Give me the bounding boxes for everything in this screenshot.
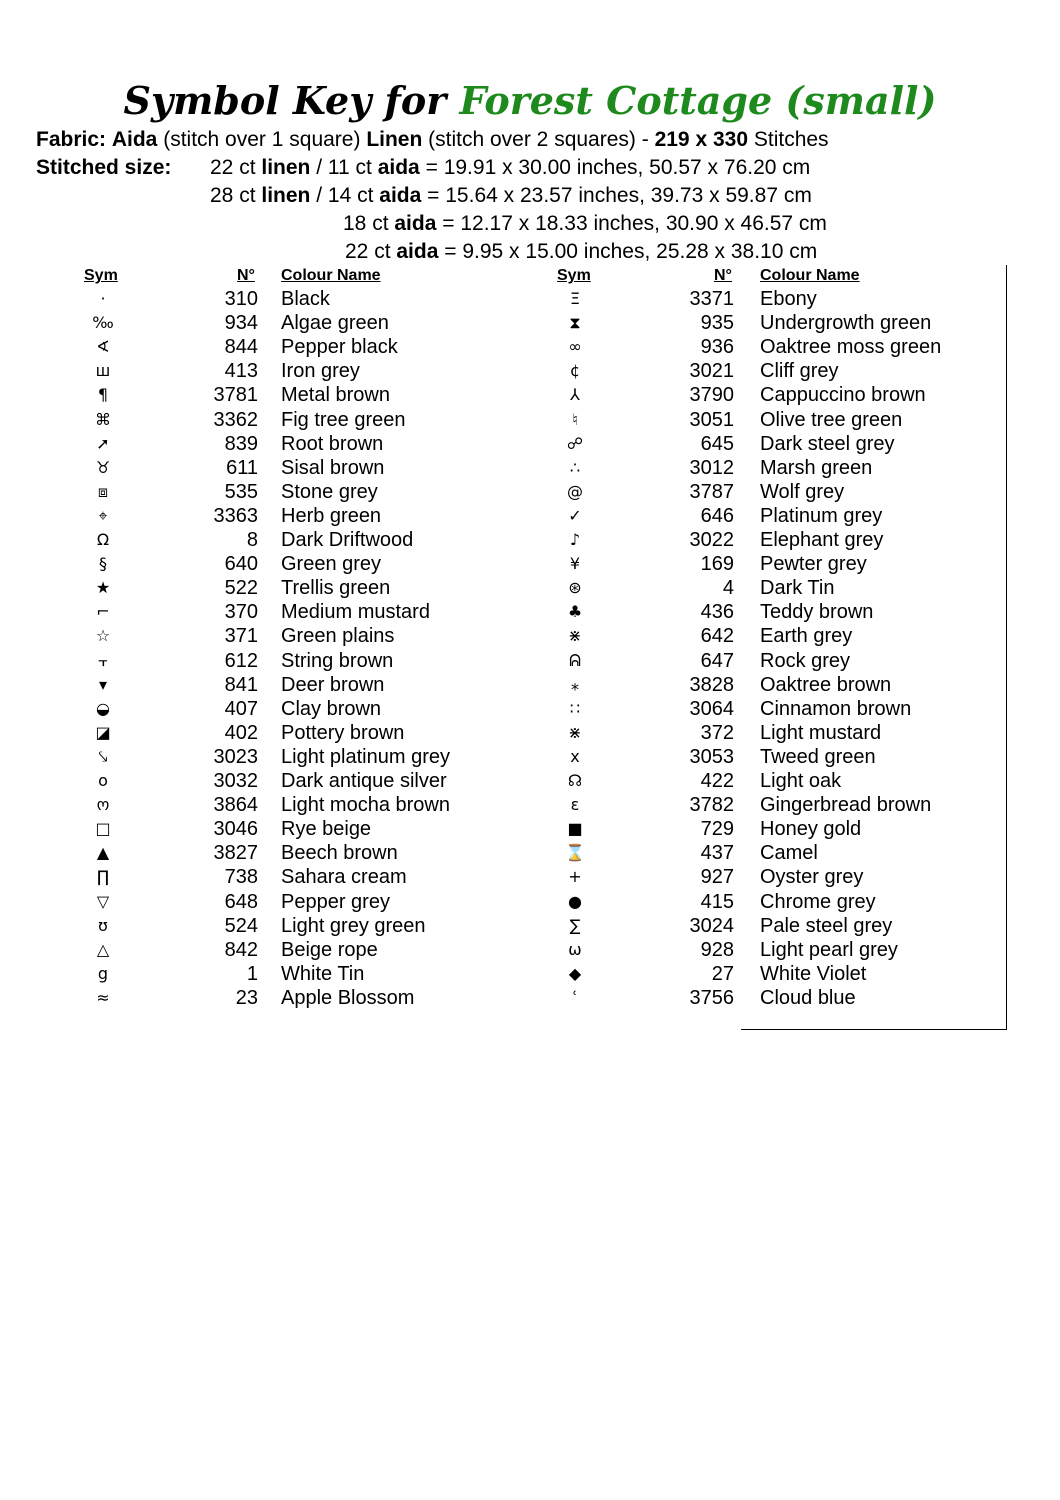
- size-line-1-linen: linen: [261, 156, 311, 179]
- floss-number: 642: [700, 625, 734, 648]
- floss-number: 3012: [689, 456, 734, 479]
- header-name-left: Colour Name: [281, 267, 381, 284]
- colour-name: White Tin: [281, 962, 365, 985]
- fabric-aida: Aida: [111, 128, 158, 151]
- colour-name: Herb green: [281, 504, 382, 527]
- colour-name: Algae green: [281, 312, 389, 335]
- symbol-icon: ¢: [569, 361, 581, 381]
- floss-number: 645: [700, 432, 734, 455]
- size-line-1-post: = 19.91 x 30.00 inches, 50.57 x 76.20 cm: [425, 156, 811, 179]
- floss-number: 738: [224, 866, 258, 889]
- symbol-icon: ⊛: [568, 578, 582, 598]
- colour-name: Pepper grey: [281, 890, 390, 913]
- symbol-icon: ♉: [95, 457, 111, 477]
- colour-name: Dark Tin: [760, 577, 835, 600]
- symbol-icon: +: [568, 867, 582, 887]
- fabric-linen: Linen: [366, 128, 423, 151]
- colour-name: Cappuccino brown: [760, 384, 926, 407]
- size-line-3-post: = 12.17 x 18.33 inches, 30.90 x 46.57 cm: [442, 212, 827, 235]
- floss-number: 407: [224, 697, 258, 720]
- colour-name: Light mocha brown: [281, 794, 450, 817]
- symbol-icon: ¥: [569, 554, 581, 574]
- header-sym-right: Sym: [557, 267, 591, 284]
- colour-name: Rock grey: [760, 649, 851, 672]
- colour-name: Ebony: [760, 288, 817, 310]
- pattern-name: Forest Cottage (small): [459, 78, 937, 123]
- floss-number: 4: [722, 577, 734, 600]
- floss-number: 3864: [213, 794, 258, 817]
- floss-number: 640: [224, 553, 258, 576]
- colour-name: Fig tree green: [281, 408, 406, 431]
- symbol-icon: ⌐: [96, 602, 110, 622]
- size-line-4-pre: 22 ct: [345, 240, 391, 263]
- header-name-right: Colour Name: [760, 267, 860, 284]
- colour-name: Rye beige: [281, 818, 372, 841]
- fabric-line: [36, 126, 829, 154]
- size-line-2-mid: / 14 ct: [316, 184, 374, 207]
- symbol-icon: ☊: [567, 771, 583, 790]
- floss-number: 3362: [213, 408, 258, 431]
- symbol-icon: ◒: [96, 698, 110, 718]
- colour-name: Beige rope: [281, 938, 378, 961]
- floss-number: 27: [711, 962, 734, 985]
- symbol-icon: ◆: [568, 963, 582, 983]
- colour-name: Cinnamon brown: [760, 697, 912, 720]
- floss-number: 3782: [689, 794, 734, 817]
- symbol-icon: ♮: [572, 409, 578, 429]
- colour-name: Chrome grey: [760, 890, 876, 913]
- size-line-4: [345, 238, 817, 266]
- colour-name: Teddy brown: [760, 601, 874, 624]
- header-num-left: N°: [237, 267, 255, 284]
- symbol-icon: ‰: [92, 313, 114, 333]
- floss-number: 935: [700, 312, 734, 335]
- floss-number: 3790: [689, 384, 734, 407]
- symbol-icon: ᕱ: [569, 650, 581, 670]
- colour-name: Earth grey: [760, 625, 853, 648]
- floss-number: 648: [224, 890, 258, 913]
- size-line-3-aida: aida: [394, 212, 437, 235]
- symbol-icon: ♪: [569, 530, 581, 549]
- floss-number: 646: [700, 504, 734, 527]
- symbol-icon: □: [95, 819, 111, 839]
- colour-name: Deer brown: [281, 673, 385, 696]
- floss-number: 310: [224, 288, 258, 310]
- floss-number: 839: [224, 432, 258, 455]
- symbol-icon: ⌖: [98, 505, 108, 525]
- symbol-icon: §: [99, 554, 107, 574]
- floss-number: 372: [700, 721, 734, 744]
- symbol-icon: Ξ: [569, 289, 581, 308]
- symbol-icon: ▲: [96, 843, 110, 863]
- colour-name: Root brown: [281, 432, 384, 455]
- floss-number: 3051: [689, 408, 734, 431]
- symbol-icon: ∴: [569, 457, 581, 477]
- colour-name: Platinum grey: [760, 504, 883, 527]
- symbol-icon: ★: [95, 578, 111, 598]
- stitched-size-label: Stitched size:: [36, 156, 172, 179]
- table-right-border: [1006, 265, 1007, 1030]
- floss-number: 169: [700, 553, 734, 576]
- floss-number: 3781: [213, 384, 258, 407]
- symbol-icon: Ω: [96, 530, 110, 549]
- symbol-icon: o: [98, 771, 108, 790]
- floss-number: 3756: [689, 986, 734, 1009]
- floss-number: 371: [224, 625, 258, 648]
- size-line-3: [343, 210, 827, 238]
- floss-number: 612: [224, 649, 258, 672]
- symbol-icon: ¶: [97, 385, 109, 405]
- colour-name: Pale steel grey: [760, 914, 893, 937]
- symbol-icon: ☍: [566, 433, 584, 453]
- colour-name: White Violet: [760, 962, 867, 985]
- symbol-icon: ⋇: [568, 626, 582, 646]
- floss-number: 3024: [689, 914, 734, 937]
- colour-name: Light oak: [760, 770, 842, 792]
- symbol-icon: ∑: [569, 915, 581, 935]
- colour-name: Cliff grey: [760, 360, 839, 383]
- floss-number: 3022: [689, 529, 734, 551]
- floss-number: 8: [246, 529, 258, 551]
- symbol-icon: ш: [95, 361, 111, 381]
- colour-name: Stone grey: [281, 480, 378, 503]
- fabric-label: Fabric:: [36, 128, 107, 151]
- colour-name: Tweed green: [760, 745, 876, 768]
- size-line-4-aida: aida: [396, 240, 439, 263]
- floss-number: 23: [235, 986, 258, 1009]
- page-title: [0, 78, 1060, 124]
- floss-number: 413: [224, 360, 258, 383]
- colour-name: Wolf grey: [760, 480, 845, 503]
- floss-number: 928: [700, 938, 734, 961]
- colour-name: Metal brown: [281, 384, 390, 407]
- colour-name: Black: [281, 288, 330, 310]
- floss-number: 3787: [689, 480, 734, 503]
- stitch-count: 219 x 330: [654, 128, 749, 151]
- symbol-icon: ≈: [96, 987, 110, 1007]
- colour-name: Dark Driftwood: [281, 529, 414, 551]
- floss-number: 535: [224, 480, 258, 503]
- colour-name: Green grey: [281, 553, 382, 576]
- colour-name: Light pearl grey: [760, 938, 898, 961]
- symbol-icon: ■: [567, 819, 583, 839]
- colour-name: Sisal brown: [281, 456, 385, 479]
- floss-number: 370: [224, 601, 258, 624]
- floss-number: 3032: [213, 770, 258, 792]
- symbol-icon: ◪: [95, 722, 111, 742]
- symbol-icon: ʊ: [98, 915, 108, 935]
- floss-number: 524: [224, 914, 258, 937]
- symbol-icon: ✓: [568, 505, 582, 525]
- title-prefix: Symbol Key for: [123, 78, 447, 123]
- floss-number: 3023: [213, 745, 258, 768]
- floss-number: 522: [224, 577, 258, 600]
- symbol-icon: ⧗: [569, 313, 581, 333]
- colour-name: Clay brown: [281, 697, 382, 720]
- colour-name: Olive tree green: [760, 408, 903, 431]
- colour-name: Gingerbread brown: [760, 794, 932, 817]
- symbol-icon: ☆: [95, 626, 111, 646]
- floss-number: 3064: [689, 697, 734, 720]
- floss-number: 3053: [689, 745, 734, 768]
- size-line-2-aida: aida: [379, 184, 422, 207]
- symbol-icon: ●: [568, 891, 582, 911]
- symbol-icon: ▽: [96, 891, 110, 911]
- colour-name: Oyster grey: [760, 866, 864, 889]
- floss-number: 3021: [689, 360, 734, 383]
- symbol-icon: ⅄: [570, 385, 580, 405]
- symbol-icon: ⫟: [98, 650, 108, 670]
- size-line-2-post: = 15.64 x 23.57 inches, 39.73 x 59.87 cm: [427, 184, 812, 207]
- colour-name: Pewter grey: [760, 553, 867, 576]
- colour-name: Medium mustard: [281, 601, 430, 624]
- colour-name: String brown: [281, 649, 394, 672]
- colour-name: Dark steel grey: [760, 432, 895, 455]
- colour-name: Green plains: [281, 625, 395, 648]
- colour-name: Undergrowth green: [760, 312, 932, 335]
- size-line-1: [210, 154, 810, 182]
- floss-number: 1: [246, 962, 258, 985]
- symbol-icon: ω: [568, 939, 582, 959]
- symbol-icon: @: [567, 481, 583, 501]
- symbol-icon: ♣: [567, 602, 583, 622]
- symbol-icon: ⌛: [565, 843, 585, 863]
- colour-name: Camel: [760, 842, 818, 865]
- colour-name: Sahara cream: [281, 866, 407, 889]
- floss-number: 3371: [689, 288, 734, 310]
- floss-number: 436: [700, 601, 734, 624]
- floss-number: 936: [700, 336, 734, 359]
- size-line-2: [210, 182, 812, 210]
- floss-number: 415: [700, 890, 734, 913]
- symbol-icon: ⧈: [97, 481, 109, 501]
- floss-number: 402: [224, 721, 258, 744]
- symbol-icon: ⁎: [571, 674, 579, 694]
- fabric-linen-note: (stitch over 2 squares) -: [428, 128, 649, 151]
- symbol-icon: ∞: [568, 337, 582, 357]
- colour-name: Pottery brown: [281, 721, 405, 744]
- colour-name: Apple Blossom: [281, 986, 415, 1009]
- colour-name: Iron grey: [281, 360, 360, 383]
- symbol-icon: ʿ: [572, 987, 578, 1007]
- symbol-icon: ε: [570, 795, 580, 815]
- floss-number: 3828: [689, 673, 734, 696]
- colour-name: Oaktree brown: [760, 673, 892, 696]
- colour-name: Pepper black: [281, 336, 398, 359]
- size-line-2-linen: linen: [261, 184, 311, 207]
- colour-name: Trellis green: [281, 577, 391, 600]
- colour-name: Marsh green: [760, 456, 873, 479]
- floss-number: 3046: [213, 818, 258, 841]
- floss-number: 611: [226, 456, 258, 479]
- size-line-1-mid: / 11 ct: [316, 156, 372, 179]
- header-sym-left: Sym: [84, 267, 118, 284]
- symbol-icon: ➚: [96, 433, 110, 453]
- colour-name: Elephant grey: [760, 529, 884, 551]
- floss-number: 729: [700, 818, 734, 841]
- floss-number: 422: [700, 770, 734, 792]
- colour-name: Cloud blue: [760, 986, 856, 1009]
- size-line-1-aida: aida: [377, 156, 420, 179]
- floss-number: 437: [700, 842, 734, 865]
- symbol-icon: x: [570, 746, 580, 766]
- floss-number: 844: [224, 336, 258, 359]
- floss-number: 842: [224, 938, 258, 961]
- colour-name: Light grey green: [281, 914, 426, 937]
- symbol-icon: ⋇: [568, 722, 582, 742]
- floss-number: 3363: [213, 504, 258, 527]
- colour-name: Oaktree moss green: [760, 336, 942, 359]
- colour-name: Dark antique silver: [281, 770, 447, 792]
- header-num-right: N°: [714, 267, 732, 284]
- size-line-4-post: = 9.95 x 15.00 inches, 25.28 x 38.10 cm: [444, 240, 818, 263]
- size-line-1-pre: 22 ct: [210, 156, 256, 179]
- colour-name: Beech brown: [281, 842, 398, 865]
- colour-name: Light platinum grey: [281, 745, 450, 768]
- symbol-icon: ∢: [96, 337, 110, 357]
- floss-number: 934: [224, 312, 258, 335]
- size-line-2-pre: 28 ct: [210, 184, 256, 207]
- floss-number: 647: [700, 649, 734, 672]
- colour-name: Light mustard: [760, 721, 882, 744]
- symbol-icon: ·: [100, 289, 106, 308]
- symbol-icon: △: [96, 939, 110, 959]
- symbol-icon: ∷: [569, 698, 581, 718]
- floss-number: 3827: [213, 842, 258, 865]
- colour-name: Honey gold: [760, 818, 862, 841]
- symbol-icon: g: [97, 963, 109, 983]
- size-line-3-pre: 18 ct: [343, 212, 389, 235]
- table-bottom-border: [741, 1029, 1007, 1030]
- floss-number: 927: [700, 866, 734, 889]
- fabric-aida-note: (stitch over 1 square): [163, 128, 361, 151]
- symbol-icon: ▾: [98, 674, 108, 694]
- symbol-icon: ო: [96, 795, 110, 815]
- floss-number: 841: [224, 673, 258, 696]
- symbol-icon: ∏: [96, 867, 110, 887]
- symbol-icon: ⌘: [95, 409, 111, 429]
- stitch-word: Stitches: [753, 128, 829, 151]
- symbol-icon: ⤥: [98, 746, 108, 766]
